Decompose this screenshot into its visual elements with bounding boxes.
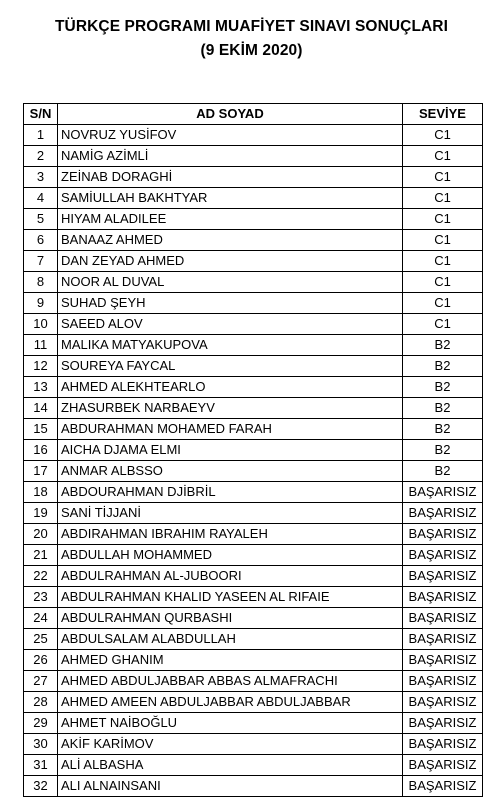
row-name: ABDULSALAM ALABDULLAH bbox=[58, 629, 403, 650]
header-sn: S/N bbox=[24, 104, 58, 125]
row-level: C1 bbox=[403, 272, 483, 293]
row-number: 19 bbox=[24, 503, 58, 524]
row-number: 1 bbox=[24, 125, 58, 146]
row-number: 20 bbox=[24, 524, 58, 545]
row-name: MALIKA MATYAKUPOVA bbox=[58, 335, 403, 356]
row-number: 27 bbox=[24, 671, 58, 692]
row-name: ZEİNAB DORAGHİ bbox=[58, 167, 403, 188]
table-row bbox=[24, 545, 483, 566]
row-number: 29 bbox=[24, 713, 58, 734]
row-name: SAEED ALOV bbox=[58, 314, 403, 335]
row-name: DAN ZEYAD AHMED bbox=[58, 251, 403, 272]
row-number: 13 bbox=[24, 377, 58, 398]
table-row bbox=[24, 755, 483, 776]
row-number: 12 bbox=[24, 356, 58, 377]
row-level: C1 bbox=[403, 251, 483, 272]
header-name: AD SOYAD bbox=[58, 104, 403, 125]
row-level: C1 bbox=[403, 293, 483, 314]
row-name: SAMİULLAH BAKHTYAR bbox=[58, 188, 403, 209]
row-name: ABDULLAH MOHAMMED bbox=[58, 545, 403, 566]
row-level: BAŞARISIZ bbox=[403, 608, 483, 629]
table-row bbox=[24, 776, 483, 797]
row-name: AHMED ABDULJABBAR ABBAS ALMAFRACHI bbox=[58, 671, 403, 692]
row-level: BAŞARISIZ bbox=[403, 566, 483, 587]
row-number: 7 bbox=[24, 251, 58, 272]
row-level: B2 bbox=[403, 398, 483, 419]
row-name: ABDURAHMAN MOHAMED FARAH bbox=[58, 419, 403, 440]
page-subtitle: (9 EKİM 2020) bbox=[200, 42, 303, 59]
row-level: C1 bbox=[403, 167, 483, 188]
row-level: BAŞARISIZ bbox=[403, 671, 483, 692]
row-name: AHMET NAİBOĞLU bbox=[58, 713, 403, 734]
table-row bbox=[24, 608, 483, 629]
row-number: 10 bbox=[24, 314, 58, 335]
row-name: NAMİG AZİMLİ bbox=[58, 146, 403, 167]
row-name: AHMED ALEKHTEARLO bbox=[58, 377, 403, 398]
table-row bbox=[24, 419, 483, 440]
row-number: 15 bbox=[24, 419, 58, 440]
row-level: B2 bbox=[403, 356, 483, 377]
table-row bbox=[24, 461, 483, 482]
table-row bbox=[24, 251, 483, 272]
row-level: B2 bbox=[403, 440, 483, 461]
row-level: BAŞARISIZ bbox=[403, 629, 483, 650]
row-name: ABDULRAHMAN KHALID YASEEN AL RIFAIE bbox=[58, 587, 403, 608]
row-number: 5 bbox=[24, 209, 58, 230]
table-row bbox=[24, 671, 483, 692]
row-number: 25 bbox=[24, 629, 58, 650]
row-name: ABDULRAHMAN QURBASHI bbox=[58, 608, 403, 629]
table-row bbox=[24, 440, 483, 461]
row-level: BAŞARISIZ bbox=[403, 755, 483, 776]
row-name: HIYAM ALADILEE bbox=[58, 209, 403, 230]
row-name: SANİ TİJJANİ bbox=[58, 503, 403, 524]
table-row bbox=[24, 503, 483, 524]
row-level: C1 bbox=[403, 125, 483, 146]
row-level: B2 bbox=[403, 461, 483, 482]
row-level: BAŞARISIZ bbox=[403, 587, 483, 608]
table-row bbox=[24, 230, 483, 251]
row-level: BAŞARISIZ bbox=[403, 776, 483, 797]
row-level: C1 bbox=[403, 314, 483, 335]
table-row bbox=[24, 713, 483, 734]
row-number: 22 bbox=[24, 566, 58, 587]
row-level: BAŞARISIZ bbox=[403, 734, 483, 755]
row-name: NOVRUZ YUSİFOV bbox=[58, 125, 403, 146]
row-level: C1 bbox=[403, 230, 483, 251]
table-row bbox=[24, 566, 483, 587]
row-number: 28 bbox=[24, 692, 58, 713]
row-name: AKİF KARİMOV bbox=[58, 734, 403, 755]
table-row bbox=[24, 188, 483, 209]
row-number: 21 bbox=[24, 545, 58, 566]
page-title: TÜRKÇE PROGRAMI MUAFİYET SINAVI SONUÇLARI bbox=[54, 18, 449, 35]
row-name: SOUREYA FAYCAL bbox=[58, 356, 403, 377]
row-name: SUHAD ŞEYH bbox=[58, 293, 403, 314]
row-name: ABDULRAHMAN AL-JUBOORI bbox=[58, 566, 403, 587]
table-row bbox=[24, 734, 483, 755]
row-name: NOOR AL DUVAL bbox=[58, 272, 403, 293]
row-name: ABDIRAHMAN IBRAHIM RAYALEH bbox=[58, 524, 403, 545]
row-number: 32 bbox=[24, 776, 58, 797]
row-level: B2 bbox=[403, 335, 483, 356]
row-level: BAŞARISIZ bbox=[403, 482, 483, 503]
row-number: 6 bbox=[24, 230, 58, 251]
table-row bbox=[24, 692, 483, 713]
table-row bbox=[24, 587, 483, 608]
row-number: 30 bbox=[24, 734, 58, 755]
table-row bbox=[24, 167, 483, 188]
row-number: 3 bbox=[24, 167, 58, 188]
row-name: ALI ALNAINSANI bbox=[58, 776, 403, 797]
table-row bbox=[24, 335, 483, 356]
row-level: BAŞARISIZ bbox=[403, 524, 483, 545]
row-number: 16 bbox=[24, 440, 58, 461]
row-level: C1 bbox=[403, 188, 483, 209]
table-header-row bbox=[24, 104, 483, 125]
row-name: ABDOURAHMAN DJİBRİL bbox=[58, 482, 403, 503]
row-name: ANMAR ALBSSO bbox=[58, 461, 403, 482]
table-row bbox=[24, 272, 483, 293]
row-number: 14 bbox=[24, 398, 58, 419]
row-level: BAŞARISIZ bbox=[403, 503, 483, 524]
row-level: BAŞARISIZ bbox=[403, 650, 483, 671]
row-number: 8 bbox=[24, 272, 58, 293]
row-level: B2 bbox=[403, 377, 483, 398]
table-row bbox=[24, 356, 483, 377]
table-row bbox=[24, 482, 483, 503]
table-row bbox=[24, 629, 483, 650]
table-row bbox=[24, 293, 483, 314]
row-number: 9 bbox=[24, 293, 58, 314]
row-level: C1 bbox=[403, 146, 483, 167]
row-number: 26 bbox=[24, 650, 58, 671]
row-name: BANAAZ AHMED bbox=[58, 230, 403, 251]
row-name: AHMED AMEEN ABDULJABBAR ABDULJABBAR bbox=[58, 692, 403, 713]
row-name: ALİ ALBASHA bbox=[58, 755, 403, 776]
table-row bbox=[24, 125, 483, 146]
table-row bbox=[24, 524, 483, 545]
row-name: ZHASURBEK NARBAEYV bbox=[58, 398, 403, 419]
header-level: SEVİYE bbox=[403, 104, 483, 125]
results-table bbox=[23, 103, 483, 797]
row-number: 4 bbox=[24, 188, 58, 209]
row-level: C1 bbox=[403, 209, 483, 230]
row-name: AICHA DJAMA ELMI bbox=[58, 440, 403, 461]
table-body bbox=[24, 125, 483, 797]
row-number: 18 bbox=[24, 482, 58, 503]
row-number: 2 bbox=[24, 146, 58, 167]
row-name: AHMED GHANIM bbox=[58, 650, 403, 671]
row-level: BAŞARISIZ bbox=[403, 713, 483, 734]
row-number: 11 bbox=[24, 335, 58, 356]
row-level: BAŞARISIZ bbox=[403, 692, 483, 713]
table-row bbox=[24, 314, 483, 335]
table-row bbox=[24, 398, 483, 419]
table-row bbox=[24, 650, 483, 671]
table-row bbox=[24, 209, 483, 230]
row-level: B2 bbox=[403, 419, 483, 440]
table-row bbox=[24, 146, 483, 167]
row-number: 31 bbox=[24, 755, 58, 776]
row-level: BAŞARISIZ bbox=[403, 545, 483, 566]
row-number: 24 bbox=[24, 608, 58, 629]
row-number: 23 bbox=[24, 587, 58, 608]
row-number: 17 bbox=[24, 461, 58, 482]
table-row bbox=[24, 377, 483, 398]
